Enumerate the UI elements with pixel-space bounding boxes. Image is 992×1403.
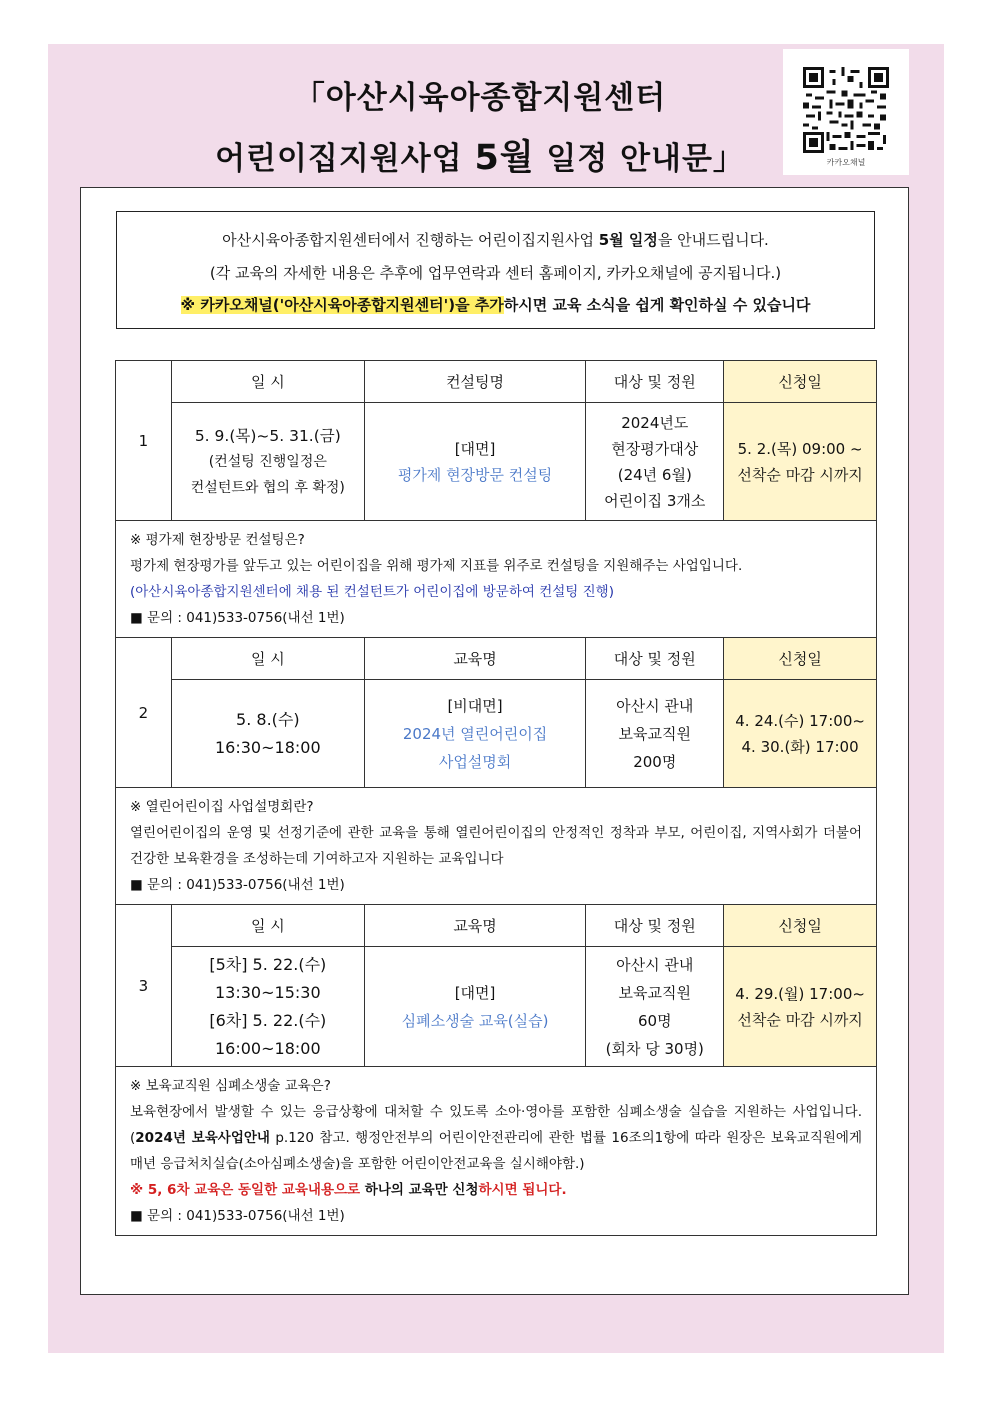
table-header-row [116,638,877,680]
note-reference: 2024년 보육사업안내 [135,1130,270,1146]
note-cell [116,521,877,638]
header-apply: 신청일 [724,361,877,403]
header-target: 대상 및 정원 [586,905,724,947]
cell-apply [724,947,877,1067]
cell-target [586,680,724,788]
apply-line: 4. 30.(화) 17:00 [741,737,859,756]
delivery-type: [대면] [454,983,496,1002]
datetime-line: 16:00~18:00 [215,1038,321,1058]
intro-box [116,211,875,329]
contact-info: ■ 문의 : 041)533-0756(내선 1번) [130,1208,345,1224]
section-number: 3 [116,905,172,1067]
header-apply: 신청일 [724,905,877,947]
datetime-line: 5. 8.(수) [236,709,300,729]
apply-line: 4. 29.(월) 17:00~ [735,984,865,1003]
note-text: p.120 참고. 행정안전부의 어린이안전관리에 관한 법률 16조의1항에 따라 원장은 보육교직원에게 매년 응급처치실습(소아심폐소생술)을 포함한 어린이안전교육을 실시해야함.) [130,1130,863,1172]
title-prefix: 어린이집지원사업 [215,141,475,177]
schedule-table [115,360,877,1236]
table-header-row [116,361,877,403]
target-line: 현장평가대상 [611,439,699,458]
apply-line: 선착순 마감 시까지 [737,1010,863,1029]
note-warning [130,1177,862,1203]
cell-datetime [171,403,364,521]
qr-code-icon [803,67,889,153]
header-datetime: 일 시 [171,638,364,680]
program-name: 평가제 현장방문 컨설팅 [397,465,553,484]
cell-apply [724,680,877,788]
intro-text: 을 안내드립니다. [657,231,769,249]
intro-text: 하시면 교육 소식을 쉽게 확인하실 수 있습니다 [503,296,811,314]
note-body: 열린어린이집의 운영 및 선정기준에 관한 교육을 통해 열린어린이집의 안정적인 정착과 부모, 어린이집, 지역사회가 더불어 건강한 보육환경을 조성하는데 기여하고자 지원하는 교육입니다 [130,825,862,867]
section-number: 1 [116,361,172,521]
page-title-line2 [170,130,790,180]
cell-datetime [171,947,364,1067]
header-datetime: 일 시 [171,361,364,403]
apply-line: 4. 24.(수) 17:00~ [735,711,865,730]
note-cell [116,1067,877,1236]
intro-line1 [117,229,874,250]
apply-line: 5. 2.(목) 09:00 ~ [737,439,863,458]
table-header-row [116,905,877,947]
kakao-channel-highlight: ※ 카카오채널('아산시육아종합지원센터')을 추가 [180,296,504,314]
header-apply: 신청일 [724,638,877,680]
table-row [116,403,877,521]
note-title: ※ 열린어린이집 사업설명회란? [130,799,314,815]
note-text: 보육현장에서 발생할 수 있는 응급상황에 대처할 수 있도록 소아·영아를 포함한 심폐소생술 실습을 지원하는 사업입니다. ( [130,1104,862,1146]
target-line: 60명 [637,1011,672,1030]
target-line: 2024년도 [621,413,689,432]
target-line: 어린이집 3개소 [604,491,706,510]
note-extra: (아산시육아종합지원센터에 채용 된 컨설턴트가 어린이집에 방문하여 컨설팅 진행) [130,584,614,600]
target-line: 보육교직원 [618,724,691,743]
warning-red: 하시면 됩니다. [478,1182,567,1198]
table-row [116,680,877,788]
datetime-line: 13:30~15:30 [215,982,321,1002]
contact-info: ■ 문의 : 041)533-0756(내선 1번) [130,610,345,626]
target-line: (24년 6월) [617,465,692,484]
intro-line3 [117,294,874,315]
datetime-line: [5차] 5. 22.(수) [209,954,327,974]
title-month: 5월 [474,138,535,178]
cell-name [364,403,586,521]
apply-line: 선착순 마감 시까지 [737,465,863,484]
table-row [116,947,877,1067]
delivery-type: [비대면] [447,696,503,715]
cell-target [586,947,724,1067]
program-name: 2024년 열린어린이집 [402,724,548,743]
target-line: 보육교직원 [618,983,691,1002]
section-number: 2 [116,638,172,788]
header-name: 컨설팅명 [364,361,586,403]
datetime-line: 16:30~18:00 [215,737,321,757]
header-target: 대상 및 정원 [586,361,724,403]
page-title-line1: 「아산시육아종합지원센터 [293,80,667,116]
delivery-type: [대면] [454,439,496,458]
cell-name [364,680,586,788]
note-title: ※ 보육교직원 심폐소생술 교육은? [130,1078,331,1094]
cell-target [586,403,724,521]
target-line: 200명 [633,752,677,771]
note-row [116,521,877,638]
program-name: 심폐소생술 교육(실습) [401,1011,549,1030]
datetime-line: (컨설팅 진행일정은 [208,453,327,470]
header-target: 대상 및 정원 [586,638,724,680]
intro-text: 아산시육아종합지원센터에서 진행하는 어린이집지원사업 [222,231,599,249]
datetime-line: 컨설턴트와 협의 후 확정) [190,479,345,496]
content-frame [80,187,909,1295]
note-cell [116,788,877,905]
intro-month: 5월 일정 [598,231,658,249]
header-datetime: 일 시 [171,905,364,947]
cell-name [364,947,586,1067]
header-name: 교육명 [364,638,586,680]
cell-datetime [171,680,364,788]
program-name: 사업설명회 [438,752,512,771]
target-line: (회차 당 30명) [605,1039,704,1058]
datetime-line: [6차] 5. 22.(수) [209,1010,327,1030]
title-suffix: 일정 안내문」 [534,141,745,177]
note-body: 평가제 현장평가를 앞두고 있는 어린이집을 위해 평가제 지표를 위주로 컨설팅을 지원해주는 사업입니다. [130,558,743,574]
intro-line2: (각 교육의 자세한 내용은 추후에 업무연락과 센터 홈페이지, 카카오채널에 공지됩니다.) [209,264,782,282]
cell-apply [724,403,877,521]
note-body [130,1099,862,1177]
target-line: 아산시 관내 [616,955,694,974]
qr-code-box[interactable] [783,49,909,175]
warning-text: 하나의 교육만 신청 [360,1182,479,1198]
note-row [116,1067,877,1236]
warning-red: ※ 5, 6차 교육은 동일한 교육내용으로 [130,1182,361,1198]
note-row [116,788,877,905]
note-title: ※ 평가제 현장방문 컨설팅은? [130,532,305,548]
header-name: 교육명 [364,905,586,947]
target-line: 아산시 관내 [616,696,694,715]
qr-label: 카카오채널 [826,158,866,167]
contact-info: ■ 문의 : 041)533-0756(내선 1번) [130,877,345,893]
datetime-line: 5. 9.(목)~5. 31.(금) [194,426,341,445]
